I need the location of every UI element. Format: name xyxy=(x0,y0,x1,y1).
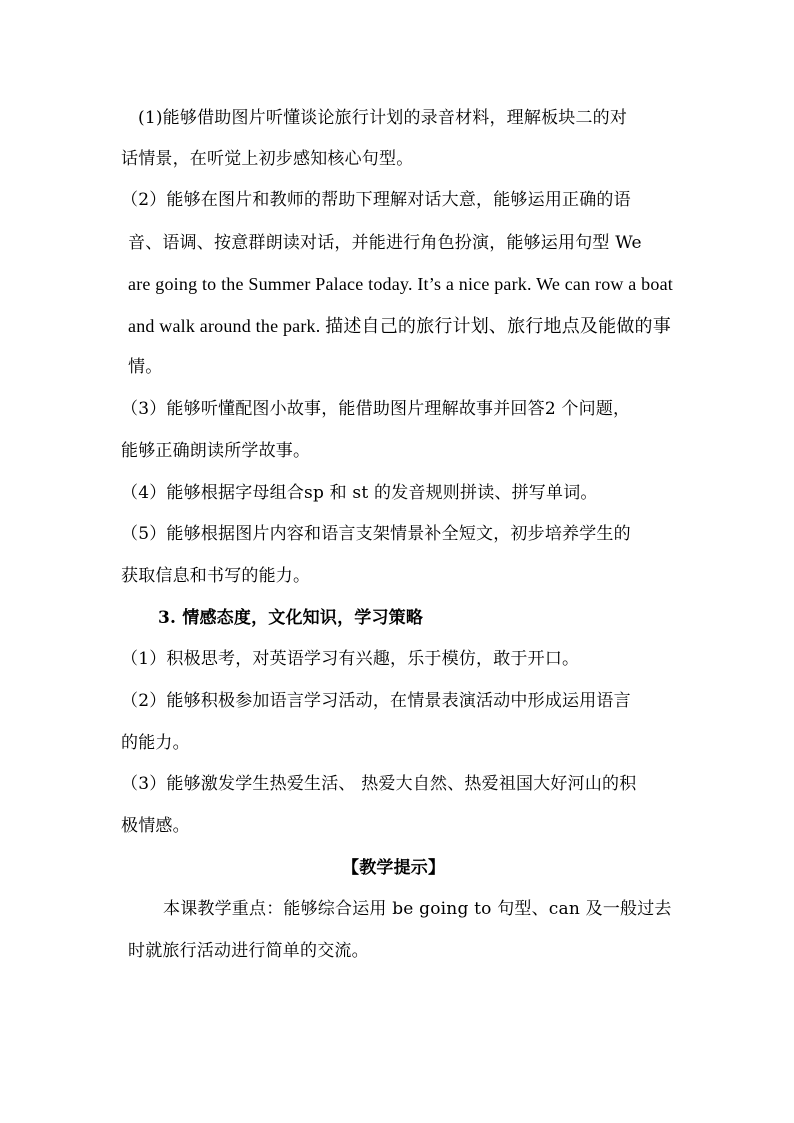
attitude-3-line-1: （3）能够激发学生热爱生活、 热爱大自然、热爱祖国大好河山的积 xyxy=(121,774,637,794)
goal-1-line-2: 话情景，在听觉上初步感知核心句型。 xyxy=(121,149,414,169)
teaching-tips-heading: 【教学提示】 xyxy=(342,858,446,878)
attitude-2-line-1: （2）能够积极参加语言学习活动，在情景表演活动中形成运用语言 xyxy=(121,691,631,711)
goal-2-line-1: （2）能够在图片和教师的帮助下理解对话大意，能够运用正确的语 xyxy=(121,190,631,210)
section-3-heading: 3. 情感态度，文化知识，学习策略 xyxy=(158,608,424,628)
teaching-tips-line-2: 时就旅行活动进行简单的交流。 xyxy=(128,941,369,961)
attitude-1: （1）积极思考，对英语学习有兴趣，乐于模仿，敢于开口。 xyxy=(121,649,580,669)
goal-5-line-2: 获取信息和书写的能力。 xyxy=(121,566,311,586)
attitude-3-line-2: 极情感。 xyxy=(121,816,190,836)
goal-4-line-1: （4）能够根据字母组合sp 和 st 的发音规则拼读、拼写单词。 xyxy=(121,483,598,503)
goal-2-line-4: and walk around the park. 描述自己的旅行计划、旅行地点及能做的事 xyxy=(128,316,671,336)
goal-5-line-1: （5）能够根据图片内容和语言支架情景补全短文，初步培养学生的 xyxy=(121,524,631,544)
goal-3-line-1: （3）能够听懂配图小故事，能借助图片理解故事并回答2 个问题， xyxy=(121,399,631,419)
goal-3-line-2: 能够正确朗读所学故事。 xyxy=(121,441,311,461)
goal-2-line-2: 音、语调、按意群朗读对话，并能进行角色扮演，能够运用句型 We xyxy=(128,233,642,253)
teaching-tips-line-1: 本课教学重点：能够综合运用 be going to 句型、can 及一般过去 xyxy=(163,899,672,919)
goal-2-line-3: are going to the Summer Palace today. It’s a nice park. We can row a boat xyxy=(128,274,673,294)
attitude-2-line-2: 的能力。 xyxy=(121,733,190,753)
goal-2-line-5: 情。 xyxy=(128,357,163,377)
goal-1-line-1: (1)能够借助图片听懂谈论旅行计划的录音材料，理解板块二的对 xyxy=(138,108,628,128)
